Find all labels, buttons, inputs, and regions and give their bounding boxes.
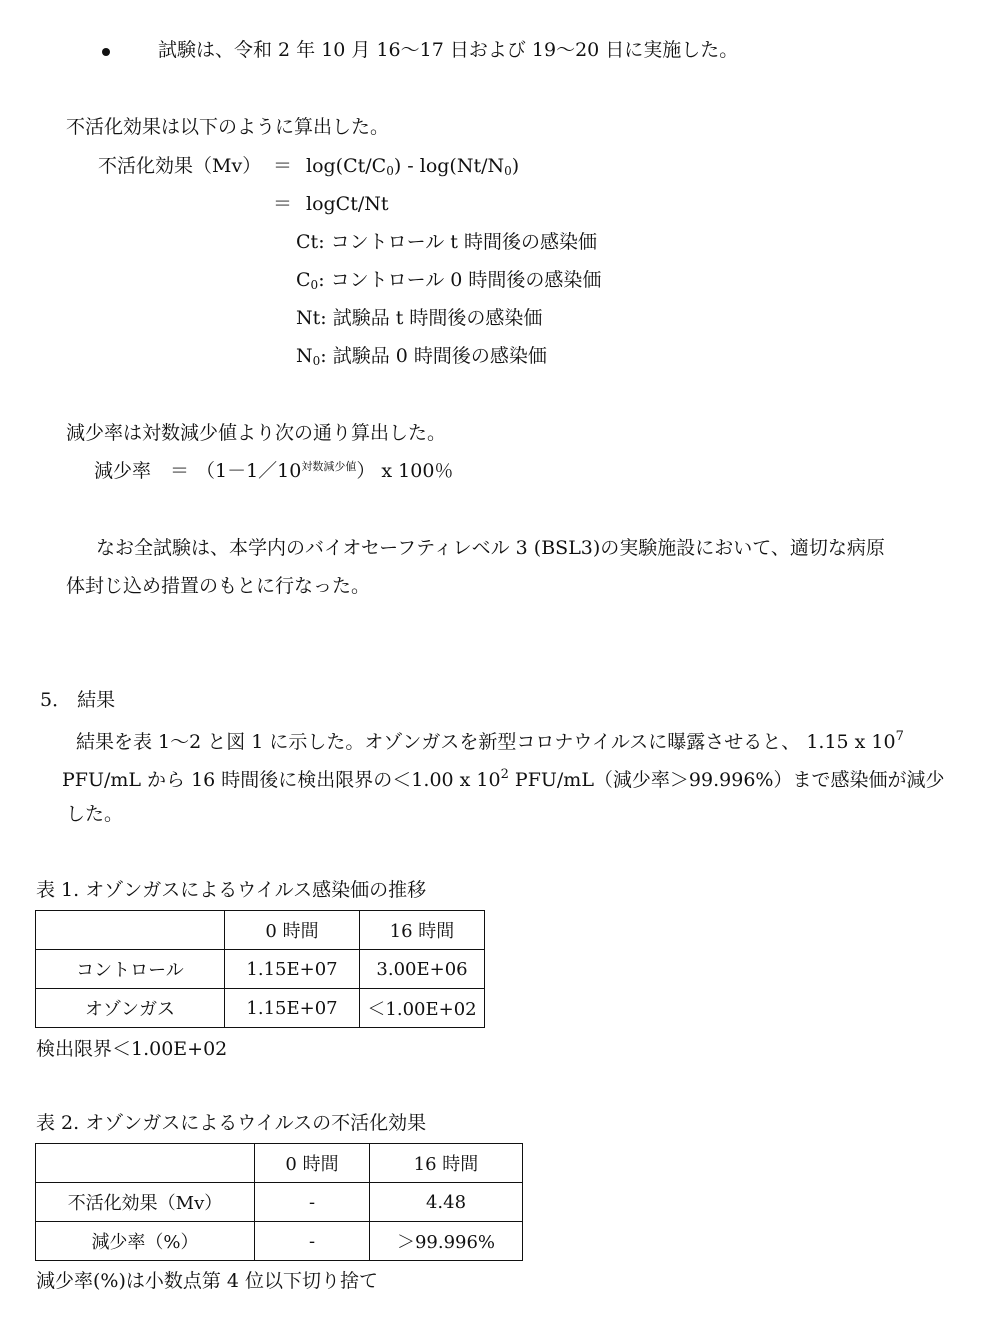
table-row-label: 不活化効果（Mv） xyxy=(36,1183,255,1222)
inactivation-intro: 不活化効果は以下のように算出した。 xyxy=(66,116,390,138)
table2-note: 減少率(%)は小数点第 4 位以下切り捨て xyxy=(36,1270,379,1292)
note-line-2: 体封じ込め措置のもとに行なった。 xyxy=(66,575,371,597)
table-header-cell: 0 時間 xyxy=(255,1144,370,1183)
formula-equals-1: ＝ xyxy=(273,155,293,177)
definition-c0: $C_0$: コントロール 0 時間後の感染価 xyxy=(296,269,602,292)
table-row xyxy=(36,989,485,1028)
table1-caption: 表 1. オゾンガスによるウイルス感染価の推移 xyxy=(36,879,427,901)
table-row-label: 減少率（%） xyxy=(36,1222,255,1261)
results-line-2: PFU/mL から 16 時間後に検出限界の＜1.00 x $10^2$ PFU/mL（減少率＞99.996%）まで感染価が減少 xyxy=(62,767,945,791)
table-header-cell: 16 時間 xyxy=(370,1144,523,1183)
reduction-equals: ＝ xyxy=(170,460,190,482)
section-heading-results: 5． 結果 xyxy=(40,689,116,711)
inactivation-formula-label: 不活化効果（Mv） xyxy=(98,155,262,177)
table-row xyxy=(36,1183,523,1222)
formula-rhs-1: $\log(Ct/C_0) - \log(Nt/N_0)$ xyxy=(306,155,520,178)
table-row-label: コントロール xyxy=(36,950,225,989)
table-row-label: オゾンガス xyxy=(36,989,225,1028)
table-cell: 1.15E+07 xyxy=(225,989,360,1028)
table1-note: 検出限界＜1.00E+02 xyxy=(36,1038,228,1060)
table-header-cell xyxy=(36,1144,255,1183)
results-line-3: した。 xyxy=(66,803,124,825)
definition-nt: Nt: 試験品 t 時間後の感染価 xyxy=(296,307,543,329)
bullet-text: 試験は、令和 2 年 10 月 16〜17 日および 19〜20 日に実施した。 xyxy=(158,39,739,61)
reduction-intro: 減少率は対数減少値より次の通り算出した。 xyxy=(66,422,447,444)
table-header-row xyxy=(36,1144,523,1183)
table2-caption: 表 2. オゾンガスによるウイルスの不活化効果 xyxy=(36,1112,427,1134)
table-header-cell: 16 時間 xyxy=(360,911,485,950)
table-header-cell xyxy=(36,911,225,950)
table-row xyxy=(36,950,485,989)
table-header-row xyxy=(36,911,485,950)
table-cell: - xyxy=(255,1222,370,1261)
table-cell: 4.48 xyxy=(370,1183,523,1222)
table1 xyxy=(35,910,485,1028)
table-cell: ＜1.00E+02 xyxy=(360,989,485,1028)
table-cell: ＞99.996% xyxy=(370,1222,523,1261)
table-cell: - xyxy=(255,1183,370,1222)
reduction-label: 減少率 xyxy=(94,460,152,482)
definition-n0: $N_0$: 試験品 0 時間後の感染価 xyxy=(296,345,547,368)
table-row xyxy=(36,1222,523,1261)
table-cell: 3.00E+06 xyxy=(360,950,485,989)
results-line-1: 結果を表 1〜2 と図 1 に示した。オゾンガスを新型コロナウイルスに曝露させると、 1.15 x $10^7$ xyxy=(76,729,904,753)
table-cell: 1.15E+07 xyxy=(225,950,360,989)
formula-equals-2: ＝ xyxy=(273,193,293,215)
table-header-cell: 0 時間 xyxy=(225,911,360,950)
reduction-formula: $(1-1/10^{対数減少値})$ x 100％ xyxy=(196,460,454,482)
definition-ct: Ct: コントロール t 時間後の感染価 xyxy=(296,231,597,253)
bullet-dot xyxy=(102,48,110,56)
formula-rhs-2: logCt/Nt xyxy=(306,193,389,215)
note-line-1: なお全試験は、本学内のバイオセーフティレベル 3 (BSL3)の実験施設において、適切な病原 xyxy=(96,537,885,559)
table2 xyxy=(35,1143,523,1261)
